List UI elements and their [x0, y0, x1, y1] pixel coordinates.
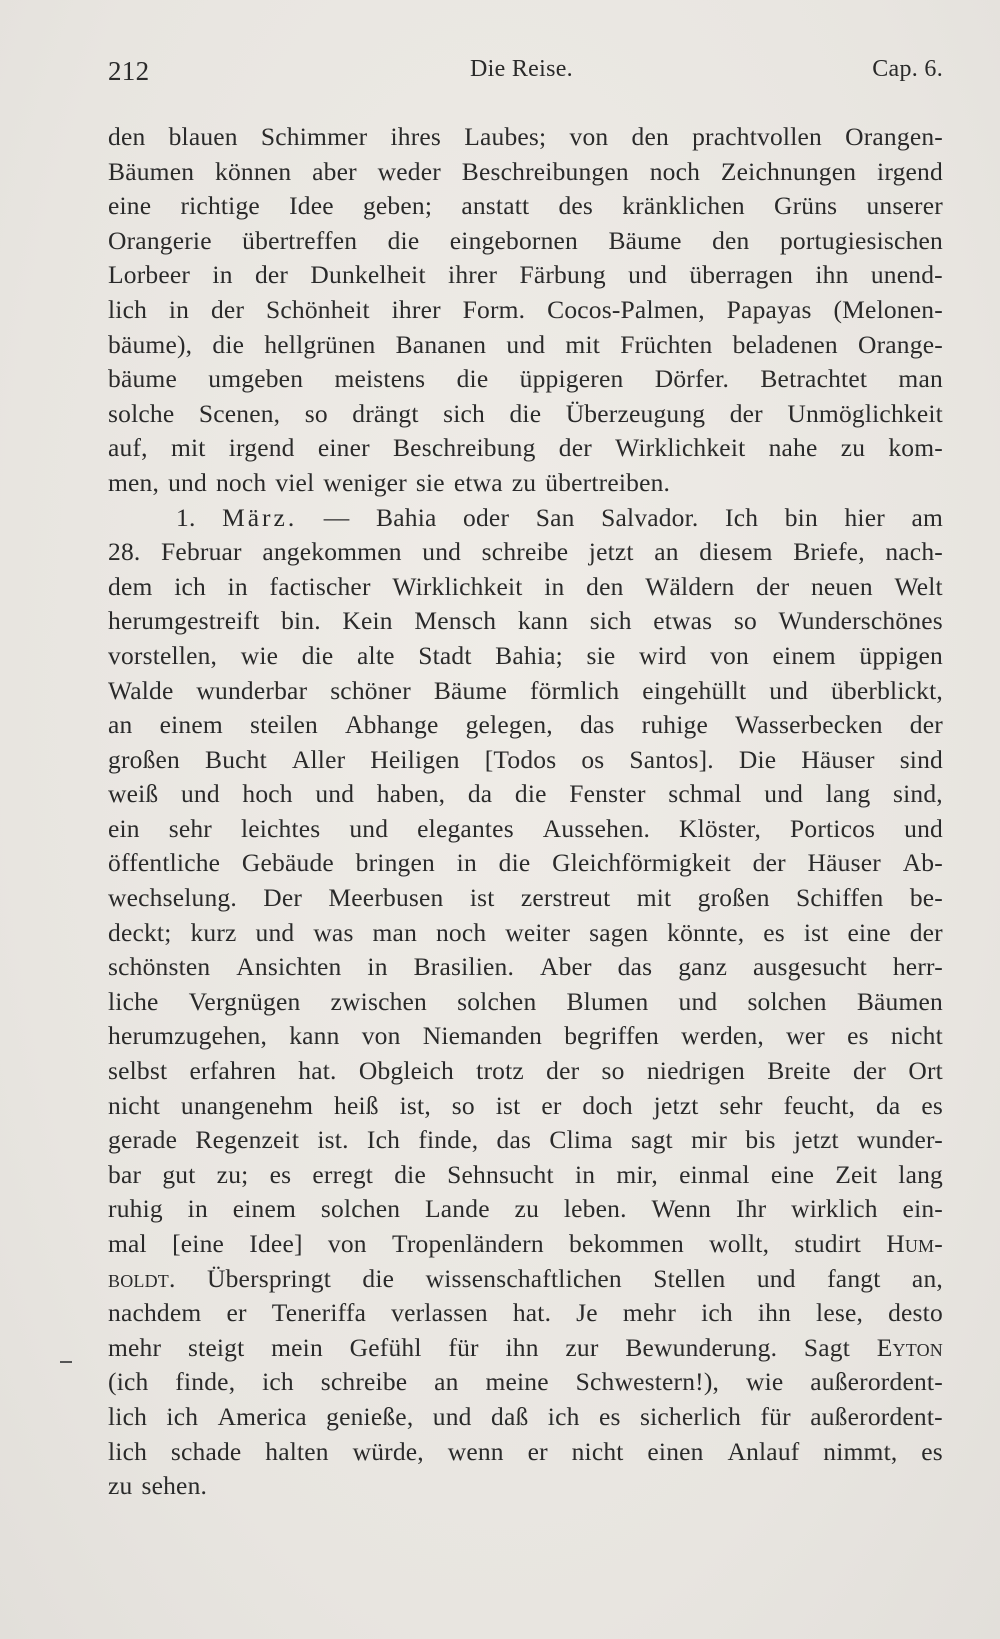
text-line: mal [eine Idee] von Tropenländern bekommen wollt, studirt Hum-: [108, 1229, 943, 1258]
text-line: nachdem er Teneriffa verlassen hat. Je mehr ich ihn lese, desto: [108, 1298, 943, 1328]
text-line: liche Vergnügen zwischen solchen Blumen und solchen Bäumen: [108, 986, 943, 1016]
text-line: weiß und hoch und haben, da die Fenster schmal und lang sind,: [108, 779, 943, 809]
text-line: bar gut zu; es erregt die Sehnsucht in mir, einmal eine Zeit lang: [108, 1159, 943, 1189]
page-number: 212: [108, 56, 150, 86]
text-line: (ich finde, ich schreibe an meine Schwestern!), wie außerordent-: [108, 1367, 943, 1397]
text-line: öffentliche Gebäude bringen in die Gleichförmigkeit der Häuser Ab-: [108, 848, 943, 878]
text-line: lich ich America genieße, und daß ich es sicherlich für außerordent-: [108, 1401, 943, 1431]
text-line: ein sehr leichtes und elegantes Aussehen. Klöster, Porticos und: [108, 813, 943, 843]
text-line: herumzugehen, kann von Niemanden begriffen werden, wer es nicht: [108, 1021, 943, 1051]
text-line: schönsten Ansichten in Brasilien. Aber das ganz ausgesucht herr-: [108, 952, 943, 982]
text-line: solche Scenen, so drängt sich die Überzeugung der Unmöglichkeit: [108, 398, 943, 428]
text-line: herumgestreift bin. Kein Mensch kann sich etwas so Wunderschönes: [108, 606, 943, 636]
text-line: ruhig in einem solchen Lande zu leben. Wenn Ihr wirklich ein-: [108, 1194, 943, 1224]
text-line: selbst erfahren hat. Obgleich trotz der so niedrigen Breite der Ort: [108, 1056, 943, 1086]
text-line: bäume umgeben meistens die üppigeren Dörfer. Betrachtet man: [108, 364, 943, 394]
text-line: vorstellen, wie die alte Stadt Bahia; sie wird von einem üppigen: [108, 640, 943, 670]
text-line: eine richtige Idee geben; anstatt des kränklichen Grüns unserer: [108, 191, 943, 221]
chapter-label: Cap. 6.: [872, 56, 943, 82]
text-line: Bäumen können aber weder Beschreibungen noch Zeichnungen irgend: [108, 156, 943, 186]
text-line: Walde wunderbar schöner Bäume förmlich eingehüllt und überblickt,: [108, 675, 943, 705]
body-text: [108, 120, 943, 1504]
margin-dash-mark: [60, 1361, 72, 1363]
text-line: Lorbeer in der Dunkelheit ihrer Färbung und überragen ihn unend-: [108, 260, 943, 290]
text-line: großen Bucht Aller Heiligen [Todos os Santos]. Die Häuser sind: [108, 744, 943, 774]
text-line: bäume), die hellgrünen Bananen und mit Früchten beladenen Orange-: [108, 329, 943, 359]
text-line: zu sehen.: [108, 1471, 208, 1501]
date-entry-line: 1. März. — Bahia oder San Salvador. Ich bin hier am: [176, 502, 943, 532]
text-line: lich in der Schönheit ihrer Form. Cocos-Palmen, Papayas (Melonen-: [108, 294, 943, 324]
text-line: an einem steilen Abhange gelegen, das ruhige Wasserbecken der: [108, 710, 943, 740]
text-line: 28. Februar angekommen und schreibe jetzt an diesem Briefe, nach-: [108, 537, 943, 567]
text-line: men, und noch viel weniger sie etwa zu übertreiben.: [108, 467, 671, 497]
text-line: dem ich in factischer Wirklichkeit in den Wäldern der neuen Welt: [108, 571, 943, 601]
running-title: Die Reise.: [470, 56, 573, 82]
text-line: deckt; kurz und was man noch weiter sagen könnte, es ist eine der: [108, 917, 943, 947]
page-header: [108, 56, 943, 92]
text-line: Orangerie übertreffen die eingebornen Bäume den portugiesischen: [108, 225, 943, 255]
text-line: mehr steigt mein Gefühl für ihn zur Bewunderung. Sagt Eyton: [108, 1332, 943, 1362]
text-line: nicht unangenehm heiß ist, so ist er doch jetzt sehr feucht, da es: [108, 1090, 943, 1120]
text-line: boldt. Überspringt die wissenschaftlichen Stellen und fangt an,: [108, 1263, 943, 1293]
text-line: lich schade halten würde, wenn er nicht einen Anlauf nimmt, es: [108, 1436, 943, 1466]
text-line: wechselung. Der Meerbusen ist zerstreut mit großen Schiffen be-: [108, 883, 943, 913]
text-line: auf, mit irgend einer Beschreibung der Wirklichkeit nahe zu kom-: [108, 433, 943, 463]
text-line: gerade Regenzeit ist. Ich finde, das Clima sagt mir bis jetzt wunder-: [108, 1125, 943, 1155]
text-line: den blauen Schimmer ihres Laubes; von den prachtvollen Orangen-: [108, 122, 943, 151]
